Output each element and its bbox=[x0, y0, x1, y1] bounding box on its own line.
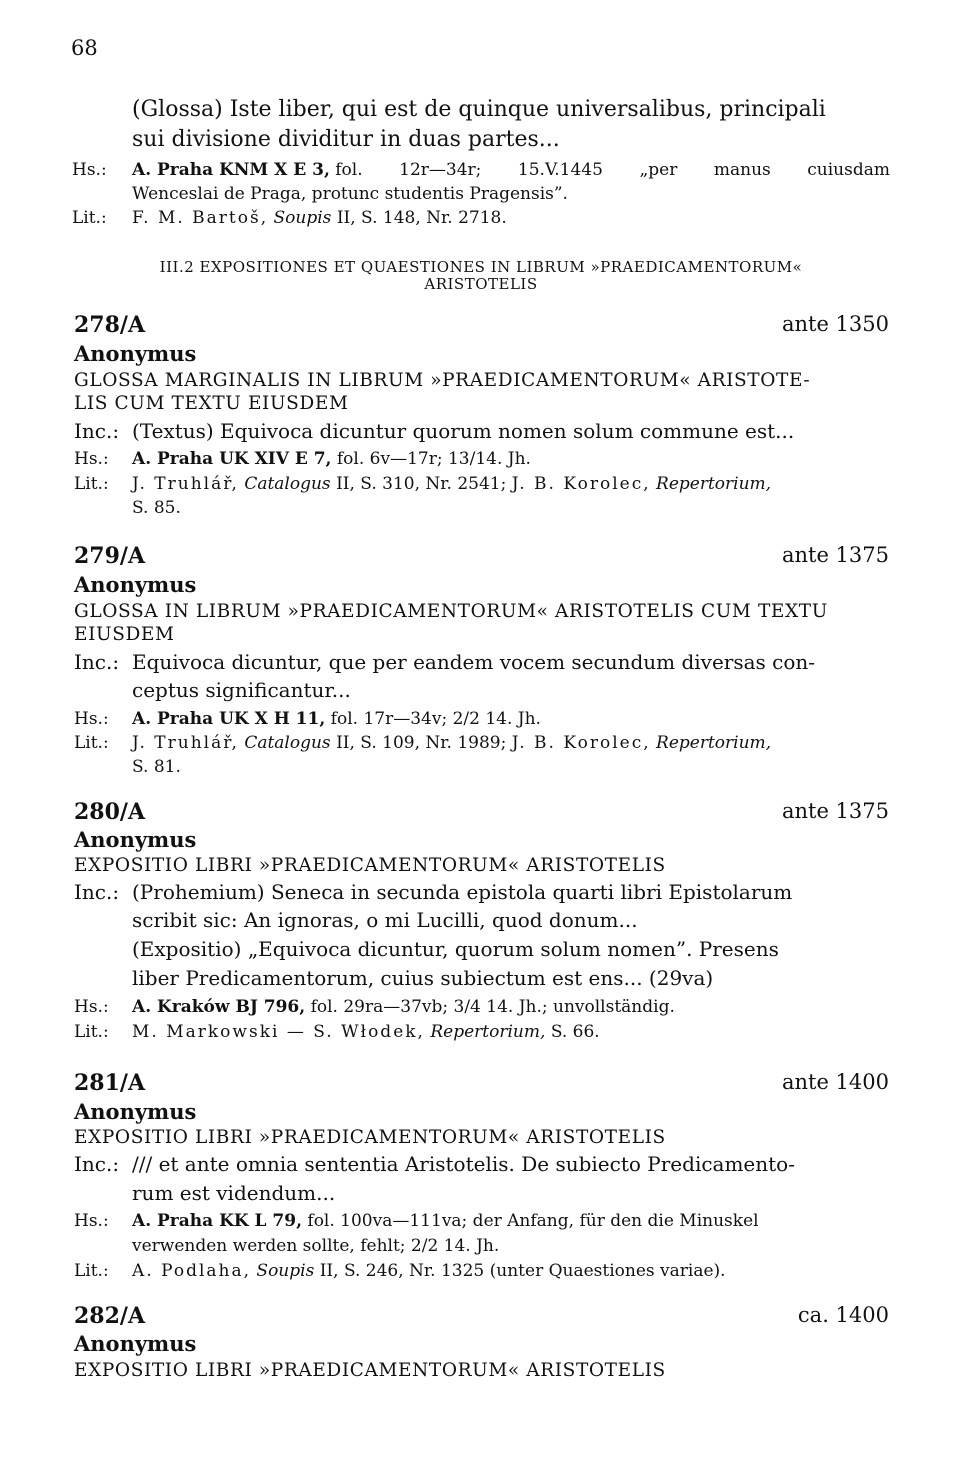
entry-279-lit-a-title: Catalogus bbox=[244, 733, 331, 753]
entry-279-lit-a-author: J. Truhlář, bbox=[132, 733, 239, 753]
entry-278-title-1: GLOSSA MARGINALIS IN LIBRUM »PRAEDICAMENTORUM« ARISTOTE- bbox=[74, 370, 811, 391]
entry-281-incipit-line-2: rum est videndum... bbox=[132, 1181, 336, 1205]
entry-280-lit-label: Lit.: bbox=[74, 1022, 109, 1042]
entry-278-hs-details: fol. 6v—17r; 13/14. Jh. bbox=[336, 449, 531, 469]
glossa-hs-shelfmark: A. Praha KNM X E 3, bbox=[132, 160, 330, 180]
entry-282-number: 282/A bbox=[74, 1303, 146, 1329]
entry-281-lit-line bbox=[74, 1261, 726, 1281]
entry-281-title-1: EXPOSITIO LIBRI »PRAEDICAMENTORUM« ARISTOTELIS bbox=[74, 1127, 666, 1148]
glossa-hs-fol: fol. bbox=[335, 160, 363, 180]
entry-281-hs-line-2: verwenden werden sollte, fehlt; 2/2 14. Jh. bbox=[132, 1236, 500, 1256]
entry-282-title-1: EXPOSITIO LIBRI »PRAEDICAMENTORUM« ARISTOTELIS bbox=[74, 1360, 666, 1381]
entry-280-lit-a-title: Repertorium, bbox=[430, 1022, 546, 1042]
entry-279-author: Anonymus bbox=[74, 572, 197, 597]
section-heading-line-1: III.2 EXPOSITIONES ET QUAESTIONES IN LIBRUM »PRAEDICAMENTORUM« bbox=[159, 258, 803, 276]
entry-278-lit-line bbox=[74, 474, 771, 494]
glossa-hs-folios: 12r—34r; bbox=[399, 160, 482, 180]
entry-280-title-1: EXPOSITIO LIBRI »PRAEDICAMENTORUM« ARISTOTELIS bbox=[74, 855, 666, 876]
glossa-lit-label: Lit.: bbox=[72, 208, 107, 228]
entry-279-inc-label: Inc.: bbox=[74, 650, 120, 674]
entry-279-lit-b-title: Repertorium, bbox=[656, 733, 772, 753]
glossa-hs-manus: manus bbox=[713, 160, 771, 180]
glossa-lit-title: Soupis bbox=[273, 208, 332, 228]
glossa-line-2: sui divisione dividitur in duas partes... bbox=[132, 127, 560, 152]
entry-278-inc-label: Inc.: bbox=[74, 419, 120, 443]
entry-278-hs-line bbox=[74, 449, 531, 469]
entry-278-number: 278/A bbox=[74, 312, 146, 338]
entry-281-hs-line bbox=[74, 1211, 759, 1231]
entry-279-lit-b-author: J. B. Korolec, bbox=[511, 733, 651, 753]
entry-281-hs-details-1: fol. 100va—111va; der Anfang, für den die Minuskel bbox=[307, 1211, 759, 1231]
entry-281-shelfmark: A. Praha KK L 79, bbox=[132, 1211, 302, 1231]
entry-279-number: 279/A bbox=[74, 543, 146, 569]
glossa-hs-per: „per bbox=[639, 160, 678, 180]
entry-278-incipit: (Textus) Equivoca dicuntur quorum nomen solum commune est... bbox=[132, 419, 795, 443]
entry-279-title-1: GLOSSA IN LIBRUM »PRAEDICAMENTORUM« ARISTOTELIS CUM TEXTU bbox=[74, 601, 828, 622]
glossa-hs-label: Hs.: bbox=[72, 160, 107, 180]
entry-280-incipit-1: (Prohemium) Seneca in secunda epistola quarti libri Epistolarum bbox=[132, 880, 793, 904]
entry-280-hs-details: fol. 29ra—37vb; 3/4 14. Jh.; unvollständig. bbox=[310, 997, 675, 1017]
section-heading-line-2: ARISTOTELIS bbox=[424, 275, 538, 293]
glossa-lit-ref: II, S. 148, Nr. 2718. bbox=[336, 208, 507, 228]
entry-281-incipit-line-1 bbox=[74, 1152, 795, 1176]
entry-278-lit-a-author: J. Truhlář, bbox=[132, 474, 239, 494]
glossa-line-1: (Glossa) Iste liber, qui est de quinque universalibus, principali bbox=[132, 97, 826, 122]
page-number: 68 bbox=[71, 36, 98, 60]
entry-281-inc-label: Inc.: bbox=[74, 1152, 120, 1176]
entry-279-lit-line bbox=[74, 733, 771, 753]
entry-278-lit-label: Lit.: bbox=[74, 474, 109, 494]
entry-279-lit-cont: S. 81. bbox=[132, 757, 181, 777]
entry-281-lit-a-author: A. Podlaha, bbox=[132, 1261, 252, 1281]
glossa-hs-line-2: Wenceslai de Praga, protunc studentis Pragensis”. bbox=[132, 184, 568, 204]
entry-278-lit-a-title: Catalogus bbox=[244, 474, 331, 494]
entry-280-author: Anonymus bbox=[74, 827, 197, 852]
entry-280-incipit-line-3: (Expositio) „Equivoca dicuntur, quorum solum nomen”. Presens bbox=[132, 937, 779, 961]
entry-282-date: ca. 1400 bbox=[797, 1303, 889, 1327]
glossa-hs-cuiusdam: cuiusdam bbox=[807, 160, 890, 180]
entry-280-number: 280/A bbox=[74, 799, 146, 825]
entry-278-lit-b-author: J. B. Korolec, bbox=[511, 474, 651, 494]
entry-279-incipit-line-1 bbox=[74, 650, 815, 674]
entry-279-incipit-line-2: ceptus significantur... bbox=[132, 678, 351, 702]
entry-278-incipit-line-1 bbox=[74, 419, 794, 443]
entry-281-hs-label: Hs.: bbox=[74, 1211, 109, 1231]
glossa-lit-author: F. M. Bartoš, bbox=[132, 208, 269, 228]
entry-279-hs-label: Hs.: bbox=[74, 709, 109, 729]
entry-278-shelfmark: A. Praha UK XIV E 7, bbox=[132, 449, 332, 469]
entry-279-lit-a-ref: II, S. 109, Nr. 1989; bbox=[336, 733, 507, 753]
entry-279-shelfmark: A. Praha UK X H 11, bbox=[132, 709, 326, 729]
entry-278-title-2: LIS CUM TEXTU EIUSDEM bbox=[74, 393, 349, 414]
entry-281-author: Anonymus bbox=[74, 1099, 197, 1124]
entry-280-incipit-line-2: scribit sic: An ignoras, o mi Lucilli, quod donum... bbox=[132, 908, 638, 932]
entry-280-hs-label: Hs.: bbox=[74, 997, 109, 1017]
entry-280-inc-label: Inc.: bbox=[74, 880, 120, 904]
entry-280-incipit-line-4: liber Predicamentorum, cuius subiectum est ens... (29va) bbox=[132, 966, 714, 990]
entry-280-incipit-line-1 bbox=[74, 880, 792, 904]
entry-280-date: ante 1375 bbox=[781, 799, 889, 823]
entry-280-lit-a-ref: S. 66. bbox=[550, 1022, 600, 1042]
entry-279-hs-line bbox=[74, 709, 541, 729]
glossa-hs-date: 15.V.1445 bbox=[517, 160, 603, 180]
entry-281-lit-a-ref: II, S. 246, Nr. 1325 (unter Quaestiones variae). bbox=[319, 1261, 726, 1281]
entry-281-lit-label: Lit.: bbox=[74, 1261, 109, 1281]
glossa-lit-line bbox=[72, 208, 507, 228]
entry-278-lit-b-title: Repertorium, bbox=[656, 474, 772, 494]
entry-279-title-2: EIUSDEM bbox=[74, 624, 175, 645]
entry-278-lit-a-ref: II, S. 310, Nr. 2541; bbox=[336, 474, 507, 494]
entry-281-incipit-1: /// et ante omnia sententia Aristotelis. De subiecto Predicamento- bbox=[132, 1152, 795, 1176]
entry-278-hs-label: Hs.: bbox=[74, 449, 109, 469]
entry-281-lit-a-title: Soupis bbox=[256, 1261, 315, 1281]
entry-280-lit-a-author: M. Markowski — S. Włodek, bbox=[132, 1022, 425, 1042]
entry-278-author: Anonymus bbox=[74, 341, 197, 366]
entry-278-lit-cont: S. 85. bbox=[132, 498, 181, 518]
entry-280-shelfmark: A. Kraków BJ 796, bbox=[132, 997, 306, 1017]
entry-278-date: ante 1350 bbox=[781, 312, 889, 336]
entry-279-date: ante 1375 bbox=[781, 543, 889, 567]
entry-279-lit-label: Lit.: bbox=[74, 733, 109, 753]
entry-282-author: Anonymus bbox=[74, 1331, 197, 1356]
entry-281-number: 281/A bbox=[74, 1070, 146, 1096]
entry-279-incipit: Equivoca dicuntur, que per eandem vocem secundum diversas con- bbox=[132, 650, 816, 674]
entry-279-hs-details: fol. 17r—34v; 2/2 14. Jh. bbox=[330, 709, 541, 729]
entry-281-date: ante 1400 bbox=[781, 1070, 889, 1094]
entry-280-lit-line bbox=[74, 1022, 600, 1042]
entry-280-hs-line bbox=[74, 997, 675, 1017]
glossa-hs-line-1 bbox=[132, 160, 890, 180]
